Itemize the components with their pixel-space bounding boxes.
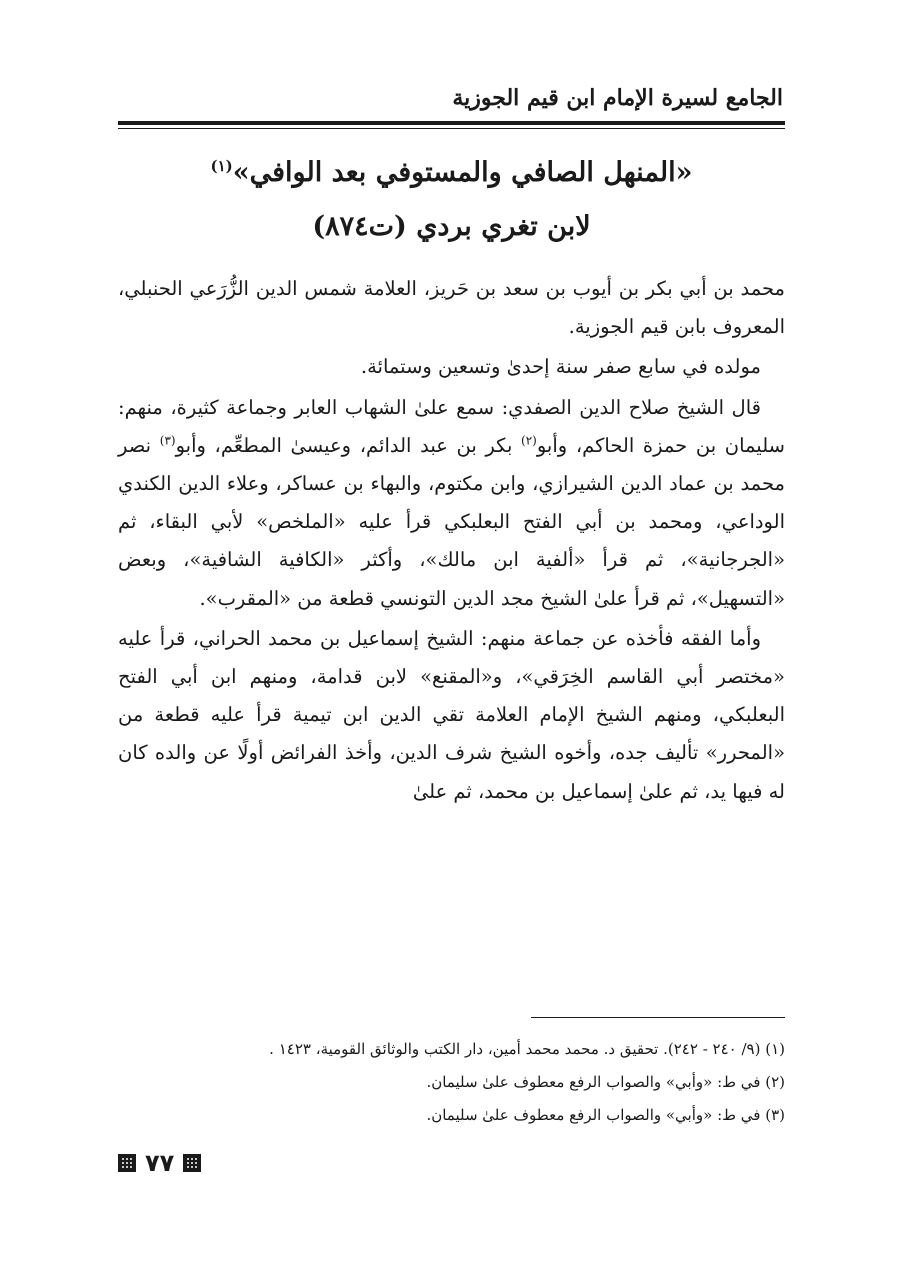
footnote-2: (٢) في ط: «وأبي» والصواب الرفع معطوف علىٰ سليمان. (426, 1073, 785, 1091)
ornament-right-icon (183, 1154, 201, 1172)
paragraph-3-part-b: بكر بن عبد الدائم، وعيسىٰ المطعِّم، وأبو (175, 433, 522, 457)
footnote-ref-3[interactable]: (٣) (159, 433, 176, 448)
paragraph-3 (118, 389, 785, 618)
paragraph-1: محمد بن أبي بكر بن أيوب بن سعد بن حَريز، العلامة شمس الدين الزُّرَعي الحنبلي، المعروف بابن قيم الجوزية. (118, 277, 785, 339)
paragraph-4: وأما الفقه فأخذه عن جماعة منهم: الشيخ إسماعيل بن محمد الحراني، قرأ عليه «مختصر أبي القاسم الخِرَقي»، و«المقنع» لابن قدامة، ومنهم ابن أبي الفتح البعلبكي، ومنهم الشيخ الإمام العلامة تقي الدين ابن تيمية قرأ عليه قطعة من «المحرر» تأليف جده، وأخوه الشيخ شرف الدين، وأخذ الفرائض أولًا عن والده كان له فيها يد، ثم علىٰ إسماعيل بن محمد، ثم علىٰ (118, 626, 785, 803)
paragraph-3-part-c: نصر محمد بن عماد الدين الشيرازي، وابن مكتوم، والبهاء بن عساكر، وعلاء الدين الكندي الوداعي، ومحمد بن أبي الفتح البعلبكي قرأ عليه «الملخص» لأبي البقاء، ثم «الجرجانية»، ثم قرأ «ألفية ابن مالك»، وأكثر «الكافية الشافية»، وبعض «التسهيل»، ثم قرأ علىٰ الشيخ مجد الدين التونسي قطعة من «المقرب». (118, 433, 785, 610)
footnote-3: (٣) في ط: «وأبي» والصواب الرفع معطوف علىٰ سليمان. (426, 1106, 785, 1124)
ornament-left-icon (118, 1154, 136, 1172)
footnote-1: (١) (٩/ ٢٤٠ - ٢٤٢). تحقيق د. محمد محمد أمين، دار الكتب والوثائق القومية، ١٤٢٣ . (269, 1040, 785, 1058)
paragraph-2: مولده في سابع صفر سنة إحدىٰ وتسعين وستمائة. (360, 355, 761, 379)
heading-title: «المنهل الصافي والمستوفي بعد الوافي» (232, 157, 693, 188)
header-rule-thin (118, 128, 785, 129)
paragraph-3-part-a: قال الشيخ صلاح الدين الصفدي: سمع علىٰ الشهاب العابر وجماعة كثيرة، منهم: سليمان بن حمزة الحاكم، وأبو (118, 395, 785, 457)
running-header-title: الجامع لسيرة الإمام ابن قيم الجوزية (452, 85, 783, 111)
heading-subtitle: لابن تغري بردي (ت٨٧٤) (312, 211, 591, 242)
footnotes (118, 1033, 785, 1132)
body-text (118, 270, 785, 811)
page-number-block (118, 1146, 201, 1180)
footnote-separator (531, 1017, 785, 1018)
page-number: ٧٧ (145, 1149, 175, 1177)
heading-footnote-ref[interactable]: (١) (210, 157, 233, 175)
header-rule-thick (118, 121, 785, 125)
footnote-ref-2[interactable]: (٢) (521, 433, 537, 448)
section-heading (118, 146, 785, 254)
heading-title-line (118, 146, 785, 200)
